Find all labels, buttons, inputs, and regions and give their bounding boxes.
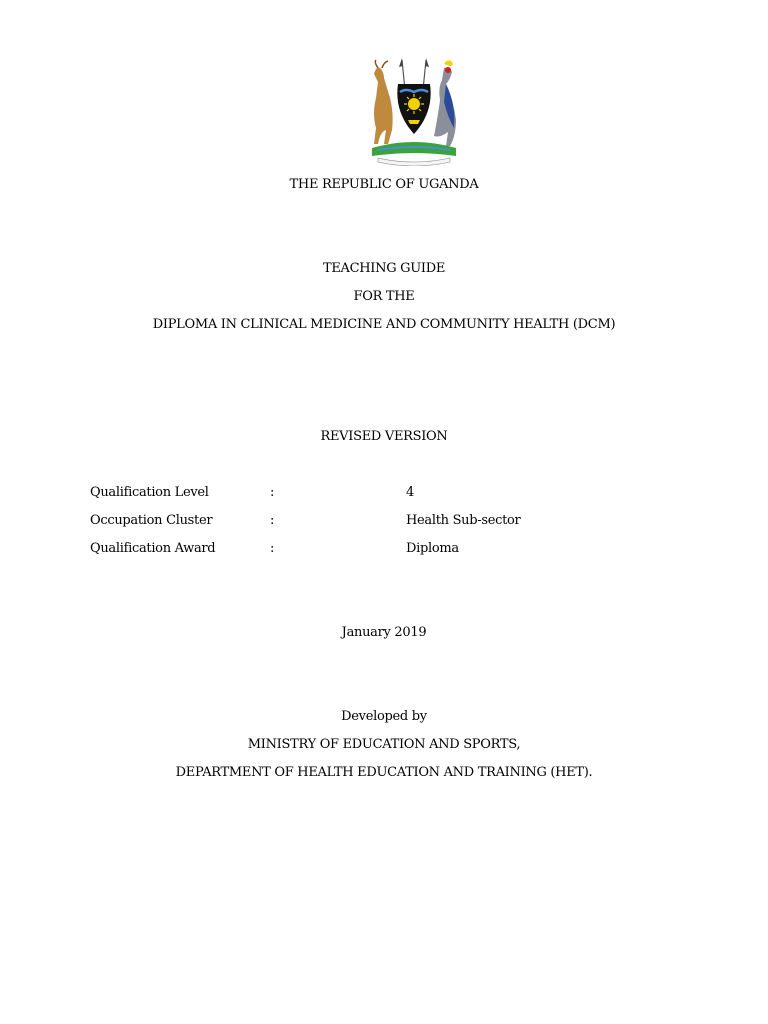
detail-label: Qualification Level	[90, 485, 209, 500]
detail-value: Diploma	[406, 541, 459, 556]
publication-date: January 2019	[341, 625, 427, 640]
detail-row-qualification-award	[0, 541, 768, 561]
detail-value: Health Sub-sector	[406, 513, 521, 528]
department-name: DEPARTMENT OF HEALTH EDUCATION AND TRAINING (HET).	[175, 765, 593, 780]
doc-title-line-3: DIPLOMA IN CLINICAL MEDICINE AND COMMUNITY HEALTH (DCM)	[152, 317, 616, 332]
detail-row-occupation-cluster	[0, 513, 768, 533]
detail-row-qualification-level	[0, 485, 768, 505]
detail-value: 4	[406, 485, 414, 500]
detail-label: Occupation Cluster	[90, 513, 213, 528]
detail-separator: :	[270, 485, 275, 500]
coat-of-arms-icon	[364, 58, 464, 166]
detail-separator: :	[270, 541, 275, 556]
ministry-name: MINISTRY OF EDUCATION AND SPORTS,	[247, 737, 521, 752]
detail-separator: :	[270, 513, 275, 528]
doc-title-line-2: FOR THE	[353, 289, 415, 304]
detail-label: Qualification Award	[90, 541, 216, 556]
developed-by-label: Developed by	[341, 709, 427, 724]
version-label: REVISED VERSION	[320, 429, 448, 444]
doc-title-line-1: TEACHING GUIDE	[322, 261, 446, 276]
country-name: THE REPUBLIC OF UGANDA	[289, 177, 479, 192]
